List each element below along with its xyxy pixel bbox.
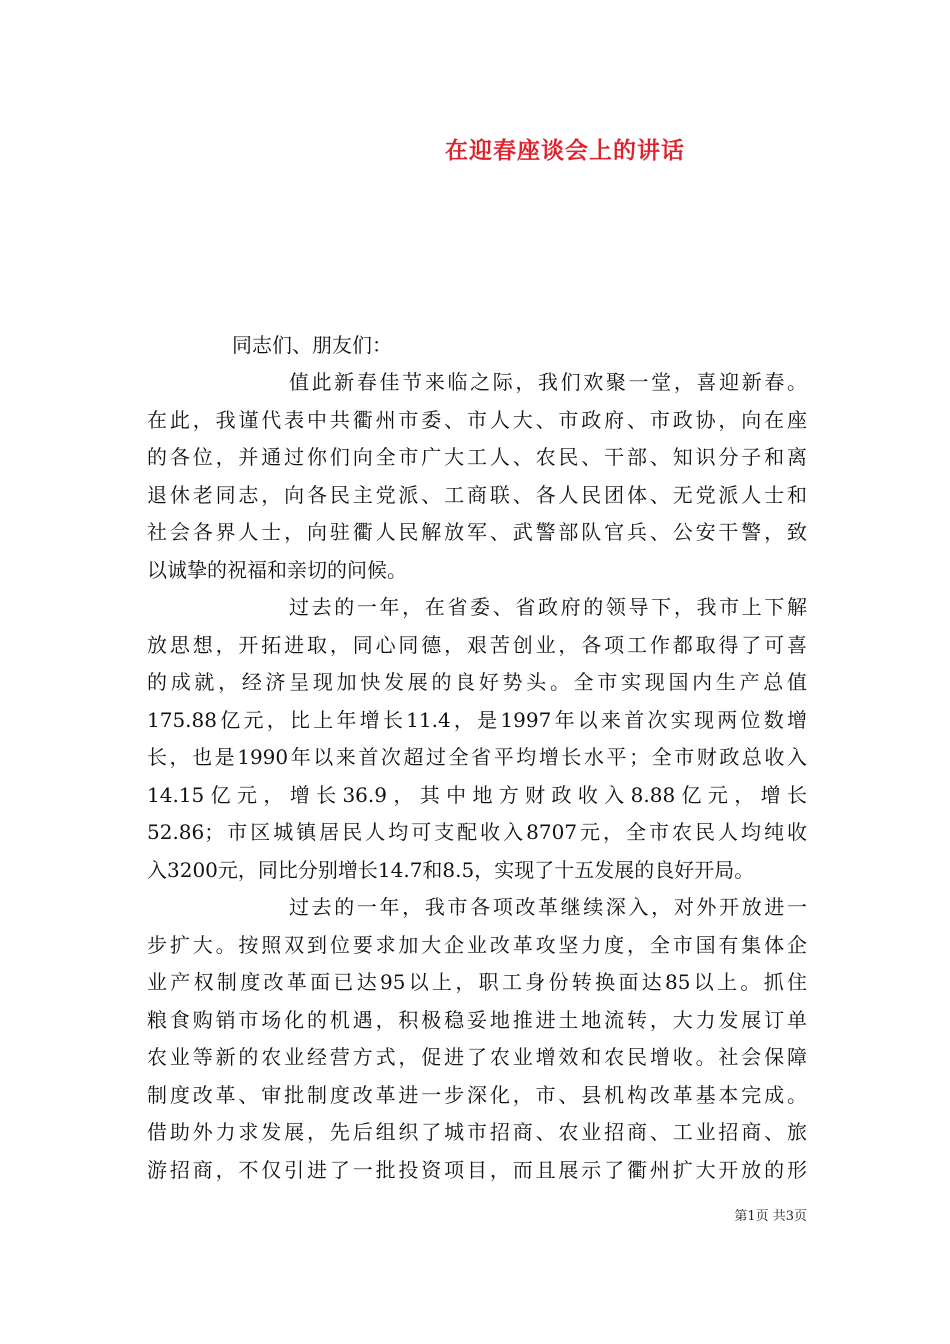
paragraph-3-line-2: 步扩大。按照双到位要求加大企业改革攻坚力度，全市国有集体企 [147,932,807,957]
paragraph-2-line-3: 的成就，经济呈现加快发展的良好势头。全市实现国内生产总值 [147,670,807,694]
paragraph-2-line-5: 长，也是1990年以来首次超过全省平均增长水平；全市财政总收入 [147,745,807,769]
paragraph-3-line-6: 制度改革、审批制度改革进一步深化，市、县机构改革基本完成。 [147,1082,807,1107]
paragraph-3-line-1: 过去的一年，我市各项改革继续深入，对外开放进一 [289,895,807,919]
paragraph-3-line-7: 借助外力求发展，先后组织了城市招商、农业招商、工业招商、旅 [147,1120,807,1144]
paragraph-2-line-8: 入3200元，同比分别增长14.7和8.5，实现了十五发展的良好开局。 [147,857,755,882]
paragraph-2-line-1: 过去的一年，在省委、省政府的领导下，我市上下解 [289,595,807,619]
paragraph-1-line-5: 社会各界人士，向驻衢人民解放军、武警部队官兵、公安干警，致 [147,520,807,544]
document-title: 在迎春座谈会上的讲话 [445,137,685,164]
paragraph-1-line-4: 退休老同志，向各民主党派、工商联、各人民团体、无党派人士和 [147,482,807,507]
paragraph-3-line-8: 游招商，不仅引进了一批投资项目，而且展示了衢州扩大开放的形 [147,1157,807,1182]
paragraph-1-line-2: 在此，我谨代表中共衢州市委、市人大、市政府、市政协，向在座 [147,407,807,432]
paragraph-3-line-5: 农业等新的农业经营方式，促进了农业增效和农民增收。社会保障 [147,1045,807,1069]
greeting: 同志们、朋友们： [232,333,392,357]
paragraph-3-line-3: 业产权制度改革面已达95以上，职工身份转换面达85以上。抓住 [147,970,807,994]
paragraph-3-line-4: 粮食购销市场化的机遇，积极稳妥地推进土地流转，大力发展订单 [147,1007,807,1032]
paragraph-2-line-4: 175.88亿元，比上年增长11.4，是1997年以来首次实现两位数增 [147,707,807,732]
paragraph-1-line-3: 的各位，并通过你们向全市广大工人、农民、干部、知识分子和离 [147,445,807,469]
paragraph-1-line-1: 值此新春佳节来临之际，我们欢聚一堂，喜迎新春。 [289,370,807,394]
paragraph-2-line-6: 14.15亿元，增长36.9，其中地方财政收入8.88亿元，增长 [147,782,807,807]
paragraph-1-line-6: 以诚挚的祝福和亲切的问候。 [147,557,407,582]
paragraph-2-line-2: 放思想，开拓进取，同心同德，艰苦创业，各项工作都取得了可喜 [147,632,807,657]
paragraph-2-line-7: 52.86；市区城镇居民人均可支配收入8707元，全市农民人均纯收 [147,820,807,844]
page-number-footer: 第1页 共3页 [734,1209,807,1224]
document-body [147,364,807,1189]
